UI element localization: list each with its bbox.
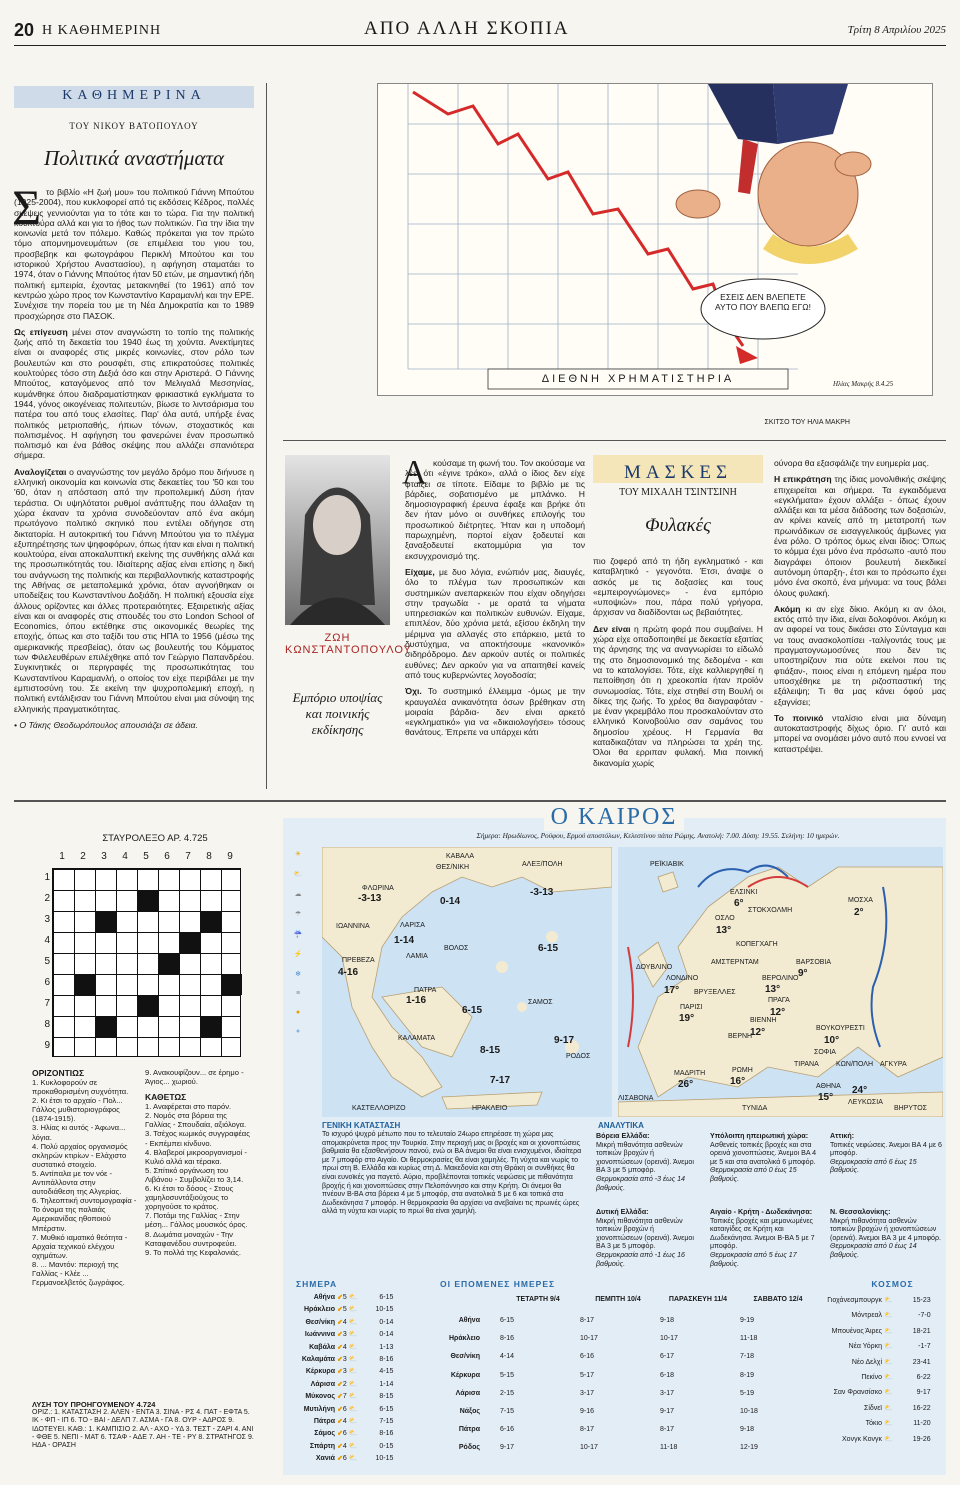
world-table [810,1296,944,1450]
speech-bubble: ΕΣΕΙΣ ΔΕΝ ΒΛΕΠΕΤΕ ΑΥΤΟ ΠΟΥ ΒΛΕΠΩ ΕΓΩ! [714,292,811,312]
row-number: 3 [44,914,50,925]
column-rubric: ΚΑΘΗΜΕΡΙΝΑ [62,88,206,103]
clue: 4. Βλαβεροί μικροοργανισμοί - Κυλιό αλλά και τέρακα. [145,1147,247,1166]
weather-title: Ο ΚΑΙΡΟΣ [544,804,684,831]
table-row: Ρόδος 9-17 10-17 11-18 12-19 [458,1444,758,1452]
table-row: Θεσ/νίκη ⬋4 ⛅ 0-14 [305,1318,394,1326]
table-row: Μύκονος ⬋7 ⛅ 8-15 [305,1393,394,1401]
table-row: Σαν Φρανσίσκο ⛅ 9-17 [833,1389,931,1397]
map-city: ΕΛΣΙΝΚΙ [730,889,758,896]
solution-heading: ΛΥΣΗ ΤΟΥ ΠΡΟΗΓΟΥΜΕΝΟΥ 4.724 [32,1400,156,1409]
table-row: Πάτρα 6-16 8-17 8-17 9-18 [458,1426,755,1434]
region-forecast [710,1208,822,1268]
region-temp: Θερμοκρασία από 0 έως 15 βαθμούς. [710,1166,797,1183]
region-text: Μικρή πιθανότητα ασθενών τοπικών βροχών ή χιονοπτώσεων (ορεινά). Άνεμοι ΒΑ 3 με 4 μποφόρ. [830,1216,942,1242]
column-number: 4 [122,851,128,862]
paragraph: νταλίσιο είναι μια δύναμη αυτοκαταστροφής δίχως όριο. Γι' αυτό και μπορεί να ονομάσει μόνο αυτό που εννοεί να καταστρέψει. [774,712,946,754]
map-temp: 7-17 [490,1075,511,1086]
table-row: Λάρισα ⬋2 ⛅ 1-14 [310,1380,394,1388]
region-temp: Θερμοκρασία από 5 έως 17 βαθμούς. [710,1250,797,1268]
paragraph: μένει στον αναγνώστη το τοπίο της πολιτικής ζωής από τη δεκαετία του 1940 έως τη χούντα. Ανεκτίμητες είναι οι αναφορές στις μικρές κοινωνίες, στον ρόλο των βουλευτών και στο ρουσφέτι, στις επικρατούσες πολιτικές κουλτούρες τόσο στη Δεξιά όσο και στην Αριστερά. Ο Γιάννης Μπούτος, καταγόμενος από τον Μελιγαλά Μεσσηνίας, κυμάνθηκε όπου διαδραματίστηκαν φρικιαστικά εγκλήματα το 1944, γόνος οικογένειας πολιτευτών, βίωσε το λιντσάρισμα του πατέρα του από τους ελασίτες. Παρ' όλα αυτά, υπήρξε ένας πολιτικός μετριοπαθής, ήπιων τόνων, στοχαστικός και πολιτισμένος. Η αφήγηση του φανερώνει έναν προσωπικό πολιτισμό και ένα βάθος σκέψης που αλλάζει σπανιότερα σήμερα. [14,326,255,461]
paragraph-lead: Δεν είναι [593,623,631,634]
article-body-continued [774,458,946,760]
map-temp: 4-16 [338,967,359,978]
section-divider [14,800,946,802]
article-body [593,556,763,774]
table-row: Κέρκυρα ⬋3 ⛅ 4-15 [305,1368,394,1376]
crossword-grid[interactable] [52,868,241,1057]
clue: 5. Αντίπαλα με τον νόε - Αντιπάλλοντα στην αυτοδιάθεση της Αλγερίας. [32,1168,122,1197]
region-text: Τοπικές βροχές και μεμονωμένες καταιγίδες σε Κρήτη και Δωδεκάνησα. Άνεμοι Β-ΒΑ 5 με 7 μποφόρ. [710,1216,815,1251]
analytika-heading: ΑΝΑΛΥΤΙΚΑ [598,1121,644,1130]
map-temp: 15° [818,1092,834,1103]
column-byline: ΤΟΥ ΝΙΚΟΥ ΒΑΤΟΠΟΥΛΟΥ [69,121,199,131]
next-days-table [438,1317,828,1463]
issue-date: Τρίτη 8 Απριλίου 2025 [847,24,946,36]
black-square [221,974,242,995]
previous-solution [32,1400,257,1450]
table-row: Χονγκ Κονγκ ⛅ 19-26 [842,1435,931,1443]
table-row: Νάξος 7-15 9-16 9-17 10-18 [459,1407,758,1415]
map-temp: 1-14 [394,935,415,946]
map-city: ΜΑΔΡΙΤΗ [674,1070,706,1077]
partly-cloudy-icon: ⛅ [293,871,303,878]
day-heading: ΠΑΡΑΣΚΕΥΗ 11/4 [668,1296,728,1303]
map-city: ΘΕΣ/ΝΙΚΗ [436,864,470,871]
paragraph: κούσαμε τη φωνή του. Τον ακούσαμε να λέει ότι «έγινε τράκο», αλλά ο ίδιος δεν είχε φταίξει σε τίποτε. Είδαμε το βιβλίο με τις βάρδιες, σοβατισμένο με μπλάνκο. Η δημοσιογραφική έρευνα έφαξε και βρήκε ότι δεν ήταν μόνο οι συνθήκες επιλογής του προσωπικού διέτρητες. Ήταν και η υποδομή παρωχημένη, πορτοί είχαν ξοδευτεί και ξαναξοδευτεί εκατομμύρια για τον εκσυγχρονισμό της. [405,458,585,561]
map-city: ΒΟΛΟΣ [444,945,469,952]
region-temp: Θερμοκρασία από 6 έως 15 βαθμούς. [830,1157,917,1175]
map-temp: 13° [716,925,732,936]
drop-cap: Α [402,454,427,491]
map-city: ΤΙΡΑΝΑ [794,1061,819,1068]
table-row: Θεσ/νίκη 4-14 6-16 6-17 7-18 [450,1353,755,1361]
map-temp: 9-17 [554,1035,575,1046]
row-number: 5 [44,956,50,967]
cartoon-signature: Ηλίας Μακρής 8.4.25 [833,380,894,388]
europe-map-land [618,847,943,1117]
map-temp: 2° [854,907,864,918]
paragraph: της ίδιας μονολιθικής σκέψης επιχειρείται και σήμερα. Τα εγκαιδόμενα «εγκλήματα» έχουν αλλάξει - όπως έχουν αλλάξει και τα μέσα διάδοσης των δοξασιών, αν κρίνει κανείς από τη μετατροπή των πρωινάδικων σε εισαγγελικούς άμβωνες για ένα ρόλο. Ο τρόπος όμως είναι ίδιος: Όπως το κόμμα έχει μόνο ένα πρόσωπο -αυτό που διαγράφει όποιον βουλευτή διεκδικεί αυτόνομη ύπαρξη-, έτσι και το πρόσωπο έχει μόνο ένα σκοπό, ένα μήνυμα: να τους βάλει όλους φυλακή. [774,474,947,598]
map-city: ΒΡΥΞΕΛΛΕΣ [694,989,736,996]
region-text: Τοπικές νεφώσεις. Άνεμοι ΒΑ 4 με 6 μποφόρ. [830,1140,942,1158]
map-temp: 16° [730,1076,746,1087]
map-city: ΚΑΒΑΛΑ [446,853,475,860]
map-city: ΦΛΩΡΙΝΑ [362,885,394,892]
table-row: Λάρισα 2-15 3-17 3-17 5-19 [455,1389,755,1397]
map-city: ΑΛΕΞ/ΠΟΛΗ [522,861,563,868]
region-name: Υπόλοιπη ηπειρωτική χώρα: [710,1132,809,1140]
map-city: ΑΓΚΥΡΑ [880,1061,907,1068]
clue: 4. Πολύ αρχαίος οργανισμός σκληρών κτιρίων - Ελάχιστο συστατικό στοιχείο. [32,1141,128,1169]
map-temp: 12° [770,1007,786,1018]
day-heading: ΣΑΒΒΑΤΟ 12/4 [753,1296,803,1303]
clue: 6. Τηλεοπτική συντομογραφία - Το όνομα της παλαιάς Αμερικανίδας ηθοποιού Μπέρστιν. [32,1196,137,1233]
row-number: 9 [44,1040,50,1051]
map-city: ΗΡΑΚΛΕΙΟ [472,1105,508,1112]
map-temp: 19° [679,1013,695,1024]
paragraph: Το συστημικό έλλειμμα -όμως με την κραυγαλέα ανικανότητα όσων βρέθηκαν στη μοιραία βάρδια- δεν είναι αρκετό «εγκληματικό» για να «δικαιολογήσει» τόσους θανάτους. Έπρεπε να υπάρχει κάτι [405,686,585,738]
column-number: 3 [101,851,107,862]
region-name: Δυτική Ελλάδα: [596,1208,649,1216]
map-temp: 17° [664,985,680,996]
footnote: • Ο Τάκης Θεοδωρόπουλος απουσιάζει σε άδεια. [14,719,198,730]
region-forecast [596,1132,702,1192]
map-city: ΟΣΛΟ [715,915,735,922]
paragraph: η πρώτη φορά που συμβαίνει. Η χώρα είχε οπαδοποιηθεί με δεκαετία εξαιτίας της άρνησης της να αναγνωρίσει το είδωλό της στο δημοσιονομικό της δεδομένα - και να το καταλογίσει. Τότε, είχε καλλιεργηθεί η πεποίθηση ότι η χρεοκοπία ήταν προϊόν συνωμοσίας. Τότε, είχε στηθεί στη Βουλή οι δίκες της ζωής. Το χρέος θα διαγραφόταν - με έναν γκρεμβάλο που προσκαλούνταν στο ελληνικό Κοινοβούλιο σαν σαμάνος του δημοσίου χρέους. Η Γερμανία θα καταδικαζόταν να πληρώσει τα χρέη της. Όλοι θα ερριπαν φυλακή. Μια ποινική δικανομία χωρίς [593,623,764,768]
drop-cap: Σ [12,179,42,235]
paragraph-lead: Είχαμε, [405,566,435,577]
table-row: Σάμος ⬋6 ⛅ 8-16 [314,1430,394,1438]
day-heading: ΤΕΤΑΡΤΗ 9/4 [516,1296,560,1303]
fog-icon: ≡ [295,990,301,997]
storm-icon: ⚡ [293,951,303,958]
row-divider [283,440,946,441]
down-heading: ΚΑΘΕΤΩΣ [145,1092,187,1103]
map-city: ΒΙΕΝΝΗ [750,1017,777,1024]
column-number: 2 [80,851,86,862]
column-divider [266,83,267,789]
column-number: 6 [164,851,170,862]
column-number: 1 [59,851,65,862]
map-temp: 6-15 [538,943,559,954]
paragraph: το βιβλίο «Η ζωή μου» του πολιτικού Γιάννη Μπούτου (1925-2004), που κυκλοφορεί από τις εκδόσεις Κέδρος, πολλές σκέψεις γεννιούνται για το τότε και το τώρα. Για την πολιτική κουλτούρα αλλά και για το ήθος των πολιτικών. Για την ίδια την κοινωνία μετά τον πόλεμο. Καθώς πρόκειται για τον πρώτο τόμο απομνημονευμάτων (σε επιμέλεια του γιου του, προσβεβηκ και φωτογράφου Περικλή Μπούτου και του ιστορικού Χρήστου Αναστασίου), η αφήγηση σταματάει το 1974, όταν ο Γιάννης Μπούτος ήταν 50 ετών, με σημαντική ήδη πολιτική εμπειρία, έχοντας μετακινηθεί (το 1961) από τον κεντρώο χώρο προς τον Κωνσταντίνο Καραμανλή και την ΕΡΕ. Συνέχισε την πορεία του με τη Νέα Δημοκρατία και το 1989 προσχώρησε στο ΠΑΣΟΚ. [14,187,254,321]
next-days-heading: ΟΙ ΕΠΟΜΕΝΕΣ ΗΜΕΡΕΣ [440,1279,556,1289]
weather-legend [288,850,310,1120]
table-row: Σίδνεϊ ⛅ 16-22 [864,1404,931,1412]
map-city: ΚΑΛΑΜΑΤΑ [398,1035,436,1042]
row-number: 1 [44,872,50,883]
clue: 1. Αναφέρεται στο παρόν. [145,1102,232,1112]
map-city: ΤΥΝΙΔΑ [742,1105,768,1112]
table-row: Ηράκλειο 8-16 10-17 10-17 11-18 [448,1335,758,1343]
column-rubric: ΜΑΣΚΕΣ [623,462,733,483]
map-city: ΛΕΥΚΩΣΙΑ [848,1099,883,1106]
table-row: Μπουένος Άιρες ⛅ 18-21 [831,1327,931,1335]
paragraph-lead: Ως επίγευση [14,326,68,337]
row-number: 2 [44,893,50,904]
table-row: Μυτιλήνη ⬋6 ⛅ 6-15 [303,1405,394,1413]
map-city: ΛΙΣΑΒΟΝΑ [618,1095,654,1102]
map-temp: 12° [750,1027,766,1038]
table-row: Χανιά ⬋6 ⛅ 10-15 [315,1455,394,1463]
paragraph-lead: Η επικράτηση [774,474,832,485]
region-text: Ασθενείς τοπικές βροχές και στα ορεινά χιονοπτώσεις. Άνεμοι ΒΑ 4 με 5 και στα ανατολικά 6 μποφόρ. [710,1140,817,1166]
map-city: ΑΜΣΤΕΡΝΤΑΜ [711,959,759,966]
general-text: Το ισχυρό ψυχρό μέτωπο που το τελευταίο 24ωρο επηρέασε τη χώρα μας απομακρύνεται προς την Τουρκία. Στην περιοχή μας οι βροχές και οι χιονοπτώσεις βαθμιαία θα εξασθενήσουν πανού, ενώ οι ΒΑ άνεμοι θα είναι ενισχυμένοι, ιδιαίτερα με 7 μποφόρ στο Αιγαίο. Οι θερμοκρασίες θα είναι χαμηλές. Τη νύχτα και νωρίς το πρωί στη Β. Ελλάδα και κυρίως στη Δ. Μακεδονία και στη Θράκη οι συνθήκες θα είναι ευνοϊκές για παγετό. Αύριο, προβλέπονται τοπικές νεφώσεις με πιθανότητα βροχής ή και χιονοπτώσεις στην Πελοπόννησο και στην Κρήτη. Οι άνεμοι θα πνέουν Β-ΒΑ στα βόρεια 4 με 5 μποφόρ, στα ανατολικά 5 με 6 και τοπικά στα Δωδεκάνησα 7 μποφόρ. Η θερμοκρασία θα αρχίσει να ανεβαίνει τις πρωινές ώρες αλλά τη νύχτα και νωρίς το πρωί θα είναι χαμηλή. [322,1130,582,1216]
newspaper-name: Η ΚΑΘΗΜΕΡΙΝΗ [42,23,162,38]
table-row: Κέρκυρα 5-15 5-17 6-18 8-19 [450,1371,755,1379]
map-city: ΜΟΣΧΑ [848,897,873,904]
map-temp: -3-13 [358,893,382,904]
map-city: ΠΡΑΓΑ [768,997,790,1004]
black-square [200,911,221,932]
paragraph: ο αναγνώστης τον μεγάλο δρόμο που διήνυσε η ελληνική οικονομία και κοινωνία στις δεκαετίες του '50 και του '60, όταν η απόσταση από την προπολεμική Δύση ήταν τεράστια. Οι υψηλότατοι ρυθμοί ανάπτυξης που άλλαξαν τη χώρα έκαναν τα χρόνια συνοδεύονταν από ένα ακόμη πρωτόγονο πολιτικό σκηνικό που εντέλει οδήγησε στη δικτατορία. Η αυτοκριτική του Γιάννη Μπούτου για το πλέγμα εξυπηρέτησης των ψηφοφόρων, όπως ήταν και είναι η πολιτική κουλτούρα, είναι αποκαλυπτική εκείνης της συνθήκης αλλά και της προσωπικότητάς του. Ιδιαίτερης αξίας είναι επίσης η δική του ανάγνωση της πολιτικής και περιβαλλοντικής καταστροφής της Αθήνας σε μεταπολεμικά χρόνια, όταν αγνοήθηκαν οι υποδείξεις του Κωνσταντίνου Δοξιάδη. Η πολιτική εξουσία είχε άλλους ορίζοντες και άλλες προτεραιότητες. Εξαιρετικής αξίας είναι και οι αναφορές στις σπουδές του στο London School of Economics, όπου εκτέθηκε στις οικονομικές θεωρίες της εποχής, όπως και στο ταξίδι του στις ΗΠΑ το 1956 (μέσω της αμερικανικής πρεσβείας), όταν ως βουλευτής του Κόμματος των Φιλελευθέρων επιλέχθηκε από τον Γεώργιο Παπανδρέου. Συγκινητικές οι περιγραφές της προσωπικότητας του Κωνσταντίνου Καραμανλή, ο οποίος τον είχε περιβάλει με την εμπιστοσύνη του. Σε εκείνη την ψυχροπολεμική εποχή, η πολιτική εντάλιξισαν του Γιάννη Μπούτου είναι μια σύνοψη της ελληνικής πραγματικότητας. [14,466,254,714]
world-heading: ΚΟΣΜΟΣ [871,1279,914,1289]
region-temp: Θερμοκρασία από 0 έως 14 βαθμούς. [830,1242,917,1259]
map-city: ΙΩΑΝΝΙΝΑ [336,923,370,930]
black-square [95,911,116,932]
map-temp: 13° [765,984,781,995]
table-row: Αθήνα ⬋5 ⛅ 6-15 [313,1294,394,1301]
sun-small-icon: ● [295,1009,301,1016]
article-body [14,187,254,736]
table-row: Νέο Δελχί ⛅ 23-41 [851,1358,931,1366]
map-city: ΔΟΥΒΛΙΝΟ [636,964,673,971]
map-city: ΛΑΡΙΣΑ [400,922,425,929]
clue: 9. Ανακουφίζουν... σε έρημο - Άγιος... χωριού. [145,1068,244,1087]
down-clues [145,1068,253,1257]
table-row: Νέα Υόρκη ⛅ -1-7 [848,1343,931,1351]
paragraph-lead: Όχι. [405,686,422,697]
clue: 2. Νομός στα βόρεια της Γαλλίας - Σπουδαία, αξιόλογα. [145,1111,247,1130]
region-temp: Θερμοκρασία από -1 έως 16 βαθμούς. [596,1250,686,1268]
map-city: ΒΗΡΥΤΟΣ [894,1105,927,1112]
black-square [158,953,179,974]
cartoon [377,83,933,396]
table-row: Σπάρτη ⬋4 ⛅ 0-15 [309,1442,394,1450]
column-number: 7 [185,851,191,862]
map-city: ΛΟΝΔΙΝΟ [666,975,699,982]
map-city: ΑΘΗΝΑ [816,1083,841,1090]
map-temp: 6-15 [462,1005,483,1016]
map-temp: 24° [852,1085,868,1096]
map-city: ΡΟΔΟΣ [566,1053,591,1060]
today-table [290,1293,425,1466]
general-heading: ΓΕΝΙΚΗ ΚΑΤΑΣΤΑΣΗ [322,1121,401,1130]
table-row: Γιοχάνεσμπουργκ ⛅ 15-23 [827,1297,931,1304]
cartoon-credit: ΣΚΙΤΣΟ ΤΟΥ ΗΛΙΑ ΜΑΚΡΗ [764,419,850,426]
column-number: 8 [206,851,212,862]
moon-icon: ● [295,1028,301,1035]
map-city: ΠΑΤΡΑ [414,987,437,994]
map-city: ΒΟΥΚΟΥΡΕΣΤΙ [816,1025,865,1032]
map-city: ΡΕΪΚΙΑΒΙΚ [650,861,684,868]
map-city: ΣΟΦΙΑ [814,1049,836,1056]
column-number: 5 [143,851,149,862]
table-row: Τόκιο ⛅ 11-20 [865,1420,931,1428]
row-number: 6 [44,977,50,988]
clue: 3. Ηλίας κι αυτός - Άφωνα... λόγια. [32,1123,126,1142]
region-name: Αιγαίο - Κρήτη - Δωδεκάνησα: [710,1208,813,1216]
map-city: ΣΑΜΟΣ [528,999,553,1006]
row-number: 4 [44,935,50,946]
article-body [405,458,585,744]
map-temp: 26° [678,1079,694,1090]
solution-text: ΟΡΙΖ.: 1. ΚΑΤΑΣΤΑΣΗ 2. ΑΛΕΝ - ΕΝΤΑ 3. ΣΙΝΑ - ΡΣ 4. ΠΑΤ - ΕΦΤΑ 5. ΙΚ - ΦΠ - ΙΠ 6. ΤΟ - ΒΑΙ - ΔΕΛΠ 7. ΑΣΜΑ - ΓΑ 8. ΟΥΡ - ΑΔΡΟΣ 9. ΙΔΟΤΕΥΕΙ. ΚΑΘ.: 1. ΚΑΜΠΙΣΙΟ 2. ΑΛ - ΑΧΟ - ΥΔ 3. ΤΕΣΤ - ΖΑΡΙ 4. ΑΝΙ - ΦΘΕ 5. ΝΕΠΙ - ΜΑΤ 6. ΤΣΑΦ - ΑΔΕ 7. ΑΗ - ΤΕ - ΡΥ 8. ΣΤΡΑΤΗΓΟΣ 9. ΗΔΑ - ΟΡΑΣΗ [32,1409,254,1450]
weather-subtitle: Σήμερα: Ηρωδίωνος, Ρούφου, Ερμού αποστόλων, Κελεστίνου πάπα Ρώμης. Ανατολή: 7.00. Δύση: 19.55. Σελήνη: 10 ημερών. [476,831,840,840]
table-row: Αθήνα 6-15 8-17 9-18 9-19 [458,1317,755,1324]
map-temp: 1-16 [406,995,427,1006]
map-city: ΚΑΣΤΕΛΛΟΡΙΖΟ [352,1105,406,1112]
map-city: ΡΩΜΗ [732,1067,753,1074]
snow-icon: ❄ [295,971,301,978]
clue: 7. Ποτάμι της Γαλλίας - Στην μέση... Γάλλος μουσικός όρος. [145,1211,248,1230]
clue: 5. Σπίτικό οργάνωση του Λιβάνου - Συμβολίζει το 3,14. [145,1165,244,1184]
map-city: ΒΕΡΝΗ [728,1033,753,1040]
crossword-title: ΣΤΑΥΡΟΛΕΞΟ ΑΡ. 4.725 [102,833,208,844]
black-square [200,1016,221,1037]
author-name: ΖΩΗ ΚΩΝΣΤΑΝΤΟΠΟΥΛΟΥ [285,632,412,656]
map-temp: 0-14 [440,896,461,907]
region-forecast [596,1208,702,1268]
region-name: Βόρεια Ελλάδα: [596,1132,650,1140]
map-city: ΚΩΝ/ΠΟΛΗ [836,1061,874,1068]
clue: 3. Τσέχος κωμικός συγγραφέας - Εκπέμπει κίνδυνο. [145,1129,250,1148]
map-temp: 9° [798,968,808,979]
map-temp: 10° [824,1035,840,1046]
map-city: ΚΟΠΕΓΧΑΓΗ [736,941,778,948]
paragraph-lead: Ακόμη [774,603,801,614]
black-square [137,995,158,1016]
cartoon-drawing [378,84,934,397]
cartoon-label: ΔΙΕΘΝΗ ΧΡΗΜΑΤΙΣΤΗΡΙΑ [541,373,735,385]
map-temp: -3-13 [530,887,554,898]
section-title: ΑΠΟ ΑΛΛΗ ΣΚΟΠΙΑ [364,18,570,39]
article-headline: Φυλακές [645,515,711,536]
region-name: Ν. Θεσσαλονίκης: [830,1208,891,1216]
black-square [179,932,200,953]
cloud-icon: ☁ [294,891,302,898]
map-temp: 8-15 [480,1045,501,1056]
general-situation [322,1121,582,1216]
table-row: Ιωάννινα ⬋3 ⛅ 0-14 [304,1331,394,1339]
article-subhead: Εμπόριο υποψίας και ποινικής εκδίκησης [292,690,383,737]
showers-icon: ☔ [293,931,303,938]
author-photo [285,455,390,625]
clue: 7. Μυθικό ιαματικό θεότητα - Αρχαία τεχνικού ελέγχου οχημάτων. [32,1232,128,1260]
region-forecast [830,1208,942,1260]
row-number: 8 [44,1019,50,1030]
europe-map [618,847,943,1117]
table-row: Πάτρα ⬋4 ⛅ 7-15 [313,1417,394,1425]
article-headline: Πολιτικά αναστήματα [43,146,225,170]
row-number: 7 [44,998,50,1009]
across-heading: ΟΡΙΖΟΝΤΙΩΣ [32,1068,85,1078]
table-row: Καλαμάτα ⬋3 ⛅ 8-16 [301,1355,394,1363]
clue: 8. Δωμάτια μοναχών - Την Καταφανέδου συντροφεύει. [145,1229,237,1248]
region-text: Μικρή πιθανότητα ασθενών τοπικών βροχών ή χιονοπτώσεων (ορεινά). Άνεμοι ΒΑ 3 με 5 μποφόρ. [596,1216,694,1251]
paragraph-lead: Αναλογίζεται [14,466,67,477]
map-city: ΛΑΜΙΑ [406,953,428,960]
clue: 2. Κι έτσι το αρχαίο - Πολ... Γάλλος μυθιστοριογράφος (1874-1915). [32,1096,123,1124]
table-row: Πεκίνο ⛅ 6-22 [861,1373,931,1381]
paragraph: πιο ζοφερό από τη ήδη εγκληματικό - και καταβλητικό - γεγονότα. Έτσι, άναψε ο ασκός με τις δοξασίες και τους «εμπειρογνώμονες» - ένα εμπόριο «υποψιών» που, πάρα πολύ γρήγορα, άρχισαν να διαδίδονται ως βεβαιότητες. [593,556,763,618]
paragraph-lead: Το ποινικό [774,712,824,723]
table-row: Ηράκλειο ⬋5 ⛅ 10-15 [303,1306,394,1314]
black-square [95,1016,116,1037]
region-text: Μικρή πιθανότητα ασθενών τοπικών βροχών ή χιονοπτώσεων (ορεινά). Άνεμοι ΒΑ 3 με 5 μποφόρ. [596,1140,694,1175]
today-heading: ΣΗΜΕΡΑ [296,1279,338,1289]
column-byline: ΤΟΥ ΜΙΧΑΛΗ ΤΣΙΝΤΣΙΝΗ [619,487,737,498]
map-temp: 6° [734,898,744,909]
column-number: 9 [227,851,233,862]
map-city: ΒΑΡΣΟΒΙΑ [796,959,832,966]
map-city: ΒΕΡΟΛΙΝΟ [762,975,799,982]
clue: 8. ... Μαντόν: περιοχή της Γαλλίας - Κλέε ... Γερμανοελβετός ζωγράφος. [32,1259,125,1288]
map-city: ΣΤΟΚΧΟΛΜΗ [748,907,793,914]
black-square [74,974,95,995]
clue: 1. Κυκλοφορούν σε προκαθορισμένη συχνότητα. [32,1078,129,1097]
map-city: ΠΡΕΒΕΖΑ [342,957,375,964]
clue: 6. Κι έτσι το δόσος - Στους χαμηλοσυντάξιούχους το χορηγούσε το κράτος. [145,1184,234,1212]
day-heading: ΠΕΜΠΤΗ 10/4 [595,1296,641,1303]
region-forecast [830,1132,942,1175]
map-city: ΠΑΡΙΣΙ [680,1004,703,1011]
sun-icon: ☀ [294,851,302,858]
page-number: 20 [14,20,35,40]
greece-map [322,847,612,1117]
region-temp: Θερμοκρασία από -3 έως 14 βαθμούς. [596,1174,686,1192]
rain-icon: ☂ [294,911,302,918]
across-clues [32,1068,140,1287]
page-header [14,20,946,46]
table-row: Καβάλα ⬋4 ⛅ 1-13 [309,1343,394,1351]
clue: 9. Το πολλά της Κεφαλονιάς. [145,1247,241,1257]
table-row: Μόντρεαλ ⛅ -7-0 [851,1312,931,1320]
paragraph: κι αν είχε δίκιο. Ακόμη κι αν όλοι, εκτός από την ίδια, είναι δολοφόνοι. Ακόμη κι αν αφορεί να τους δικάσει στο Σύνταγμα και να τους ανασκολοπίσει -ταλίγοντάς τους με πραγματογνωμοσύνες που δεν τις υποστηρίζουν πια ούτε εκείνοι που τις φτιάξαν-, ποιος είναι η επόμενη ημέρα που υποσχέθηκε με τη ριζοσπαστική της εξάλειψη; Τι θα μας κάνει όφού μας εξαγνίσει; [774,603,946,707]
paragraph: με δυο λόγια, ενώπιόν μας, διαυγές, όλο το πλέγμα των προσωπικών και συστημικών ανεπαρκειών που είχαν οδηγήσει στην τραγωδία - με ορατά τα νήματα υπηρεσιακών και πολιτικών ευθυνών. Είχαμε, επιπλέον, δύο χρόνια μετά, εξίσου έκδηλη την μέριμνα για αλλαγές στο επάρκειο, μετά το δυστύχημα, να αποκτήσουμε «κανονικό» σιδηρόδρομο. Δεν αρκούν αυτές οι πολιτικές ευθύνες; Δεν αρκούν για να απαιτηθεί κανείς από τους κυβερνώντες λογοδοσία; [405,566,585,680]
region-forecast [710,1132,822,1184]
region-name: Αττική: [830,1132,855,1140]
paragraph: ούνορα θα εξασφάλιζε την ευημερία μας. [774,458,929,468]
black-square [137,890,158,911]
